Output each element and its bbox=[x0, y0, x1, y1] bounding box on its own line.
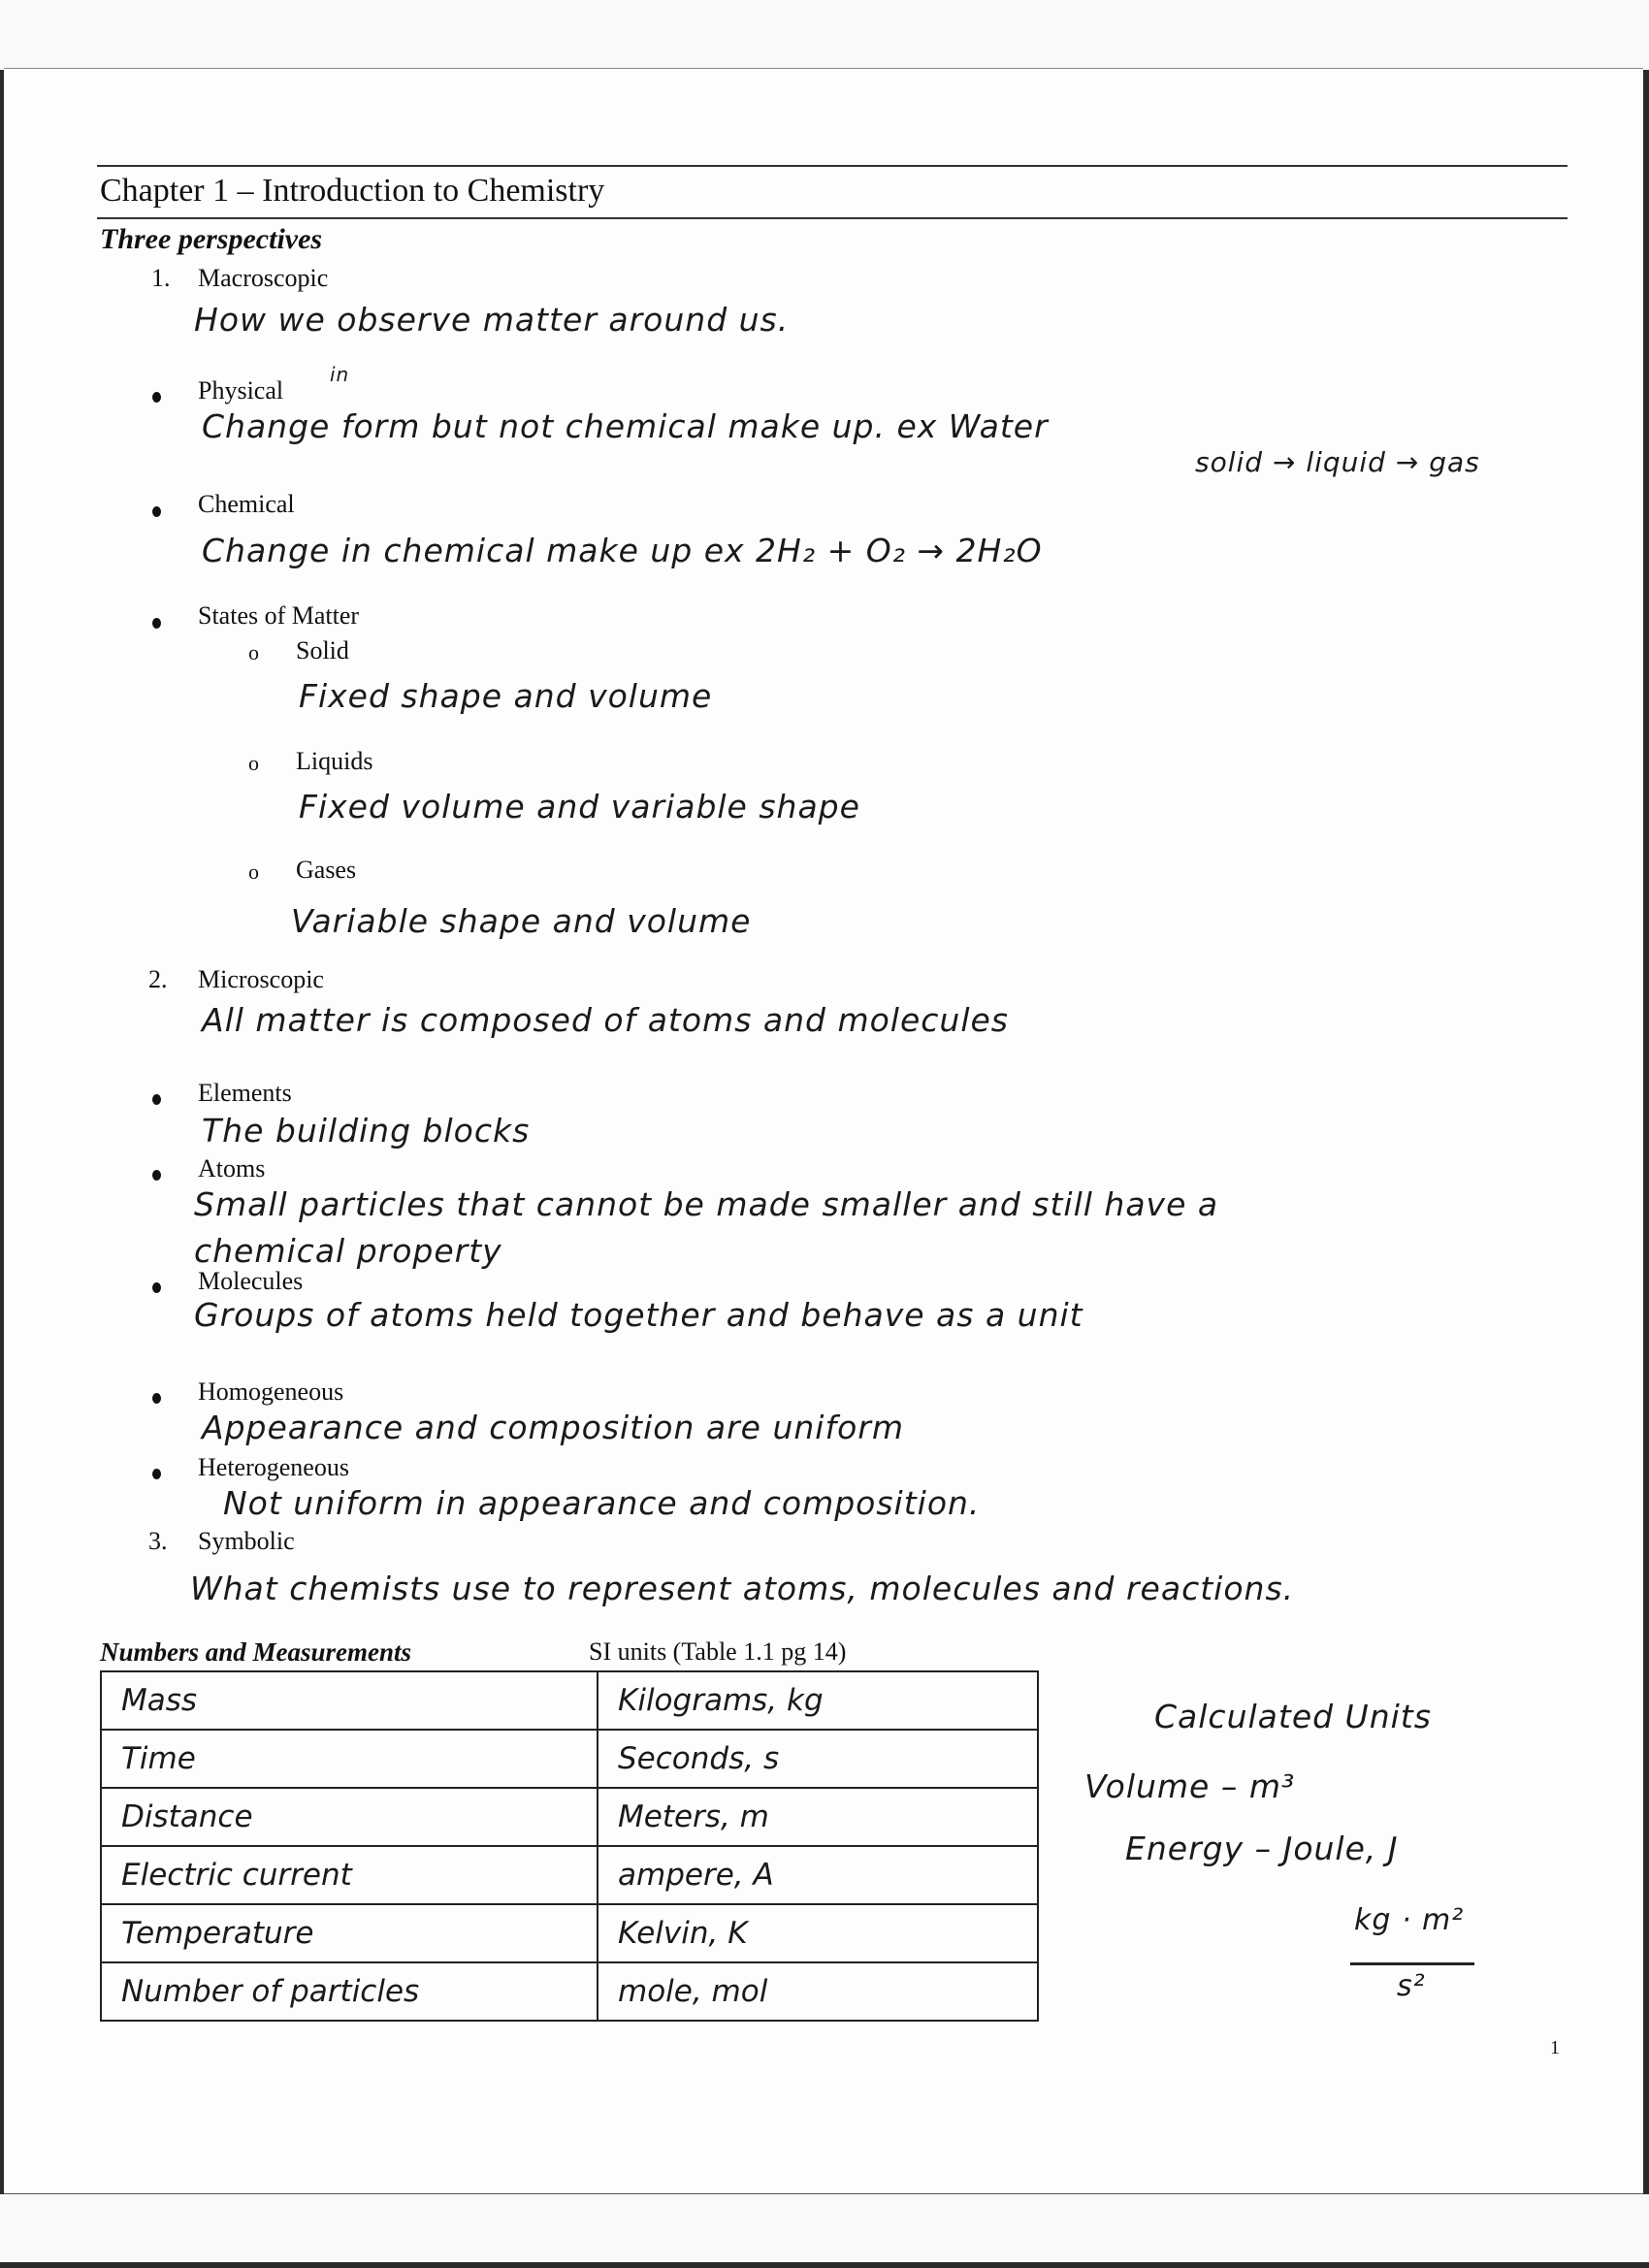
bullet-icon bbox=[152, 1393, 161, 1404]
note-homogeneous: Appearance and composition are uniform bbox=[202, 1409, 904, 1446]
cell-quantity: Number of particles bbox=[101, 1962, 598, 2021]
bullet-icon bbox=[152, 1469, 161, 1479]
item-molecules: Molecules bbox=[198, 1267, 304, 1295]
table-row bbox=[101, 1730, 1038, 1788]
table-row bbox=[101, 1904, 1038, 1962]
circle-bullet-icon: o bbox=[248, 751, 259, 775]
energy-formula-denominator: s² bbox=[1397, 1969, 1426, 2003]
header-bottom-rule bbox=[97, 217, 1568, 219]
circle-bullet-icon: o bbox=[248, 859, 259, 884]
item-liquids: Liquids bbox=[296, 747, 373, 775]
calculated-units-heading: Calculated Units bbox=[1154, 1698, 1432, 1735]
list-marker-2: 2. bbox=[148, 965, 168, 993]
item-chemical: Chemical bbox=[198, 490, 295, 518]
scan-top-margin bbox=[0, 0, 1649, 70]
note-gases: Variable shape and volume bbox=[291, 902, 752, 940]
note-heterogeneous: Not uniform in appearance and composition. bbox=[223, 1484, 981, 1522]
section-heading-numbers-measurements: Numbers and Measurements bbox=[100, 1637, 412, 1667]
table-row bbox=[101, 1962, 1038, 2021]
cell-unit: Meters, m bbox=[598, 1788, 1038, 1846]
note-chemical: Change in chemical make up ex 2H₂ + O₂ → 2H₂O bbox=[202, 532, 1043, 569]
item-elements: Elements bbox=[198, 1079, 292, 1107]
item-physical: Physical bbox=[198, 376, 284, 405]
note-atoms-line2: chemical property bbox=[194, 1232, 502, 1270]
table-row bbox=[101, 1846, 1038, 1904]
note-atoms: Small particles that cannot be made smaller and still have a bbox=[194, 1185, 1219, 1223]
cell-unit: Seconds, s bbox=[598, 1730, 1038, 1788]
cell-quantity: Temperature bbox=[101, 1904, 598, 1962]
note-molecules: Groups of atoms held together and behave as a unit bbox=[194, 1296, 1083, 1334]
cell-quantity: Time bbox=[101, 1730, 598, 1788]
item-states-of-matter: States of Matter bbox=[198, 601, 360, 630]
table-row bbox=[101, 1788, 1038, 1846]
calculated-unit-volume: Volume – m³ bbox=[1084, 1767, 1296, 1805]
si-units-subheading: SI units (Table 1.1 pg 14) bbox=[589, 1637, 847, 1666]
item-microscopic: Microscopic bbox=[198, 965, 324, 993]
bullet-icon bbox=[152, 392, 161, 403]
page-title: Chapter 1 – Introduction to Chemistry bbox=[100, 173, 605, 209]
item-atoms: Atoms bbox=[198, 1154, 266, 1183]
cell-unit: ampere, A bbox=[598, 1846, 1038, 1904]
note-physical-insert: in bbox=[330, 363, 350, 386]
item-heterogeneous: Heterogeneous bbox=[198, 1453, 349, 1481]
cell-unit: Kelvin, K bbox=[598, 1904, 1038, 1962]
note-microscopic: All matter is composed of atoms and molecules bbox=[202, 1001, 1009, 1039]
bullet-icon bbox=[152, 506, 161, 517]
note-symbolic: What chemists use to represent atoms, molecules and reactions. bbox=[190, 1570, 1295, 1607]
header-top-rule bbox=[97, 165, 1568, 167]
bullet-icon bbox=[152, 1170, 161, 1181]
list-marker-1: 1. bbox=[151, 264, 171, 292]
list-marker-3: 3. bbox=[148, 1527, 168, 1555]
fraction-bar bbox=[1350, 1962, 1474, 1965]
cell-unit: mole, mol bbox=[598, 1962, 1038, 2021]
cell-quantity: Distance bbox=[101, 1788, 598, 1846]
note-solid: Fixed shape and volume bbox=[299, 677, 713, 715]
note-physical-line2: solid → liquid → gas bbox=[1195, 446, 1480, 478]
note-macroscopic: How we observe matter around us. bbox=[194, 301, 790, 339]
note-liquids: Fixed volume and variable shape bbox=[299, 788, 860, 826]
calculated-unit-energy: Energy – Joule, J bbox=[1125, 1830, 1399, 1867]
energy-formula-numerator: kg · m² bbox=[1354, 1903, 1465, 1937]
cell-unit: Kilograms, kg bbox=[598, 1671, 1038, 1730]
note-physical: Change form but not chemical make up. ex Water bbox=[202, 407, 1049, 445]
item-gases: Gases bbox=[296, 856, 357, 884]
scan-bottom-margin bbox=[0, 2194, 1649, 2262]
circle-bullet-icon: o bbox=[248, 640, 259, 664]
table-row bbox=[101, 1671, 1038, 1730]
item-solid: Solid bbox=[296, 636, 349, 664]
cell-quantity: Mass bbox=[101, 1671, 598, 1730]
page-number: 1 bbox=[1550, 2037, 1560, 2058]
section-heading-three-perspectives: Three perspectives bbox=[100, 223, 323, 255]
cell-quantity: Electric current bbox=[101, 1846, 598, 1904]
item-symbolic: Symbolic bbox=[198, 1527, 295, 1555]
note-elements: The building blocks bbox=[202, 1112, 531, 1150]
item-macroscopic: Macroscopic bbox=[198, 264, 329, 292]
bullet-icon bbox=[152, 618, 161, 629]
bullet-icon bbox=[152, 1282, 161, 1293]
bullet-icon bbox=[152, 1094, 161, 1105]
si-units-table bbox=[100, 1670, 1039, 2022]
item-homogeneous: Homogeneous bbox=[198, 1377, 344, 1406]
